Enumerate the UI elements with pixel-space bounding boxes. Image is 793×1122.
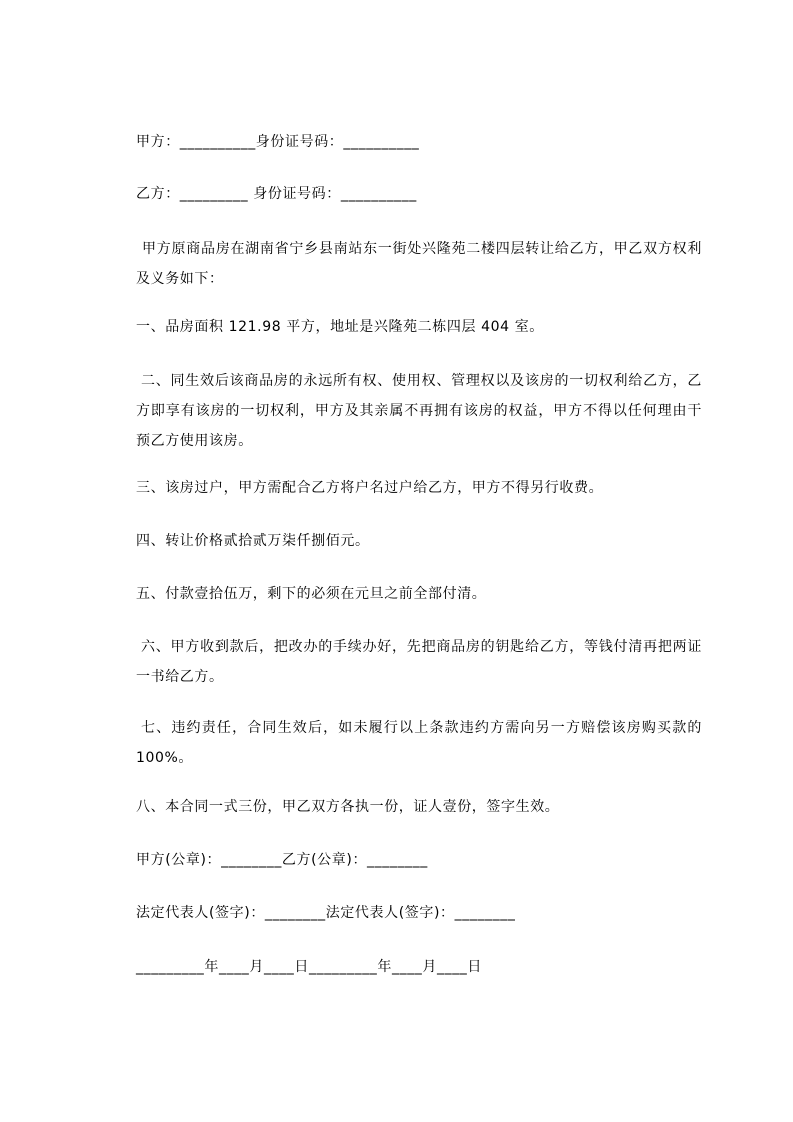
- clause-6: 六、甲方收到款后，把改办的手续办好，先把商品房的钥匙给乙方，等钱付清再把两证一书给乙方。: [136, 639, 702, 685]
- date-line: _________年____月____日_________年____月____日: [136, 959, 482, 975]
- clause-3: 三、该房过户，甲方需配合乙方将户名过户给乙方，甲方不得另行收费。: [136, 480, 604, 496]
- seal-line: 甲方(公章)：________乙方(公章)：________: [136, 852, 428, 868]
- party-b-line: 乙方：_________ 身份证号码：__________: [136, 186, 417, 202]
- party-a-line: 甲方：__________身份证号码：__________: [136, 134, 420, 150]
- intro-paragraph: 甲方原商品房在湖南省宁乡县南站东一街处兴隆苑二楼四层转让给乙方，甲乙双方权利及义务如下：: [136, 241, 702, 287]
- clause-8: 八、本合同一式三份，甲乙双方各执一份，证人壹份，签字生效。: [136, 799, 560, 815]
- clause-5: 五、付款壹拾伍万，剩下的必须在元旦之前全部付清。: [136, 586, 487, 602]
- clause-7: 七、违约责任，合同生效后，如未履行以上条款违约方需向另一方赔偿该房购买款的 100%。: [136, 720, 702, 766]
- clause-2: 二、同生效后该商品房的永远所有权、使用权、管理权以及该房的一切权利给乙方，乙方即享有该房的一切权利，甲方及其亲属不再拥有该房的权益，甲方不得以任何理由干预乙方使用该房。: [136, 373, 702, 449]
- clause-1: 一、品房面积 121.98 平方，地址是兴隆苑二栋四层 404 室。: [136, 319, 544, 335]
- clause-4: 四、转让价格贰拾贰万柒仟捌佰元。: [136, 533, 370, 549]
- legal-representative-line: 法定代表人(签字)：________法定代表人(签字)：________: [136, 905, 516, 921]
